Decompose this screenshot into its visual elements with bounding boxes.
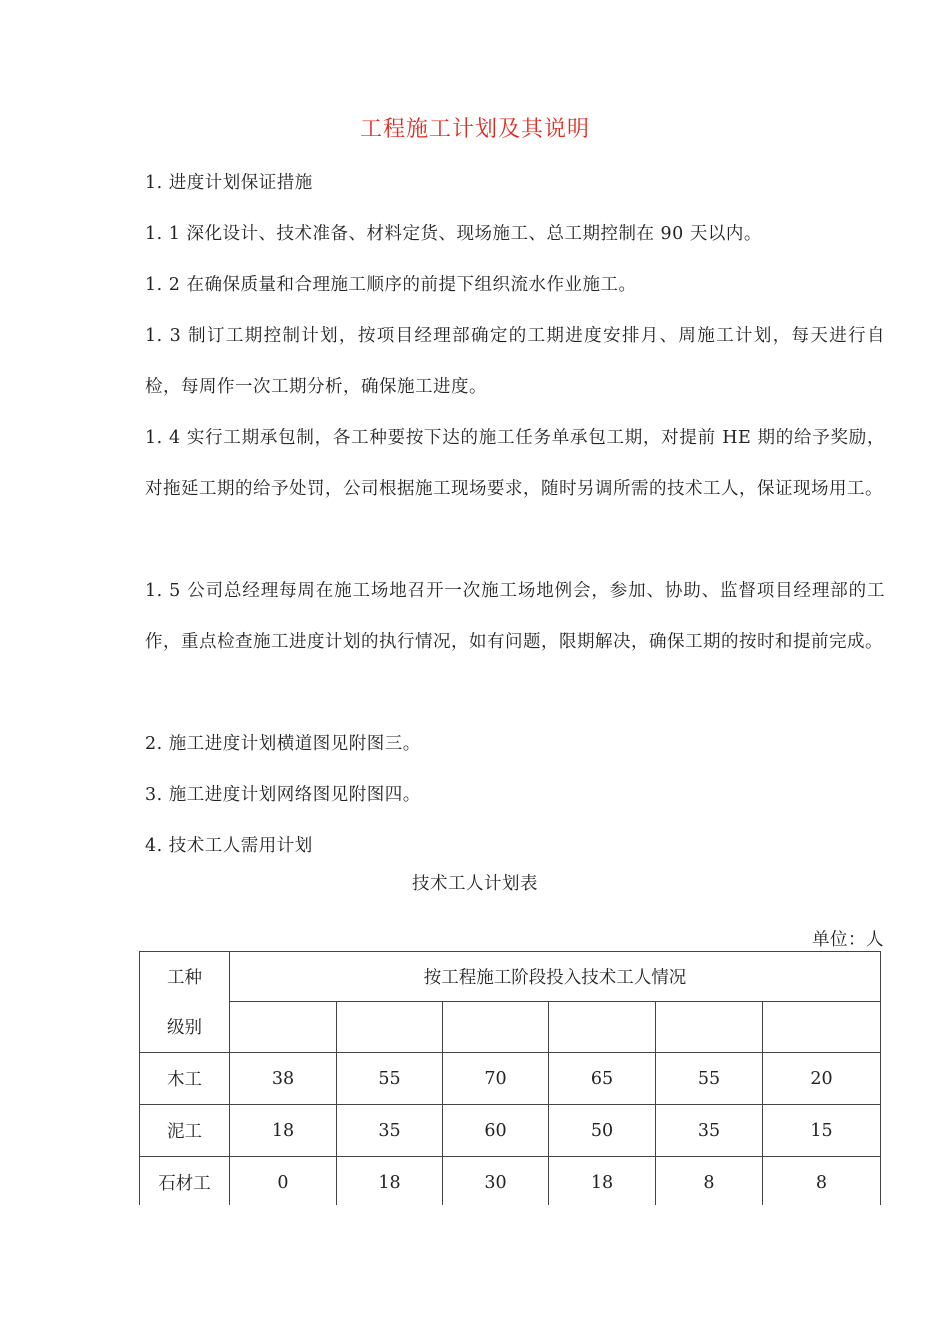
worker-plan-table <box>139 951 881 1209</box>
table-row <box>140 1053 881 1105</box>
worker-count-cell: 0 <box>230 1157 337 1209</box>
section-paragraph: 4. 技术工人需用计划 <box>145 836 313 856</box>
worker-count-cell: 18 <box>549 1157 656 1209</box>
worker-count-cell: 55 <box>656 1053 763 1105</box>
worker-count-cell: 35 <box>337 1105 443 1157</box>
stage-cell <box>443 1002 549 1053</box>
worker-count-cell: 55 <box>337 1053 443 1105</box>
worker-count-cell: 18 <box>337 1157 443 1209</box>
worker-count-cell: 35 <box>656 1105 763 1157</box>
table-header-row <box>140 952 881 1002</box>
table-subheader-row <box>140 1002 881 1053</box>
trade-header-bottom: 级别 <box>140 1002 230 1053</box>
table-row <box>140 1157 881 1209</box>
worker-count-cell: 8 <box>763 1157 881 1209</box>
section-paragraph: 1. 进度计划保证措施 <box>145 173 313 193</box>
section-paragraph: 1. 5 公司总经理每周在施工场地召开一次施工场地例会，参加、协助、监督项目经理部的工作，重点检查施工进度计划的执行情况，如有问题，限期解决，确保工期的按时和提前完成。 <box>145 581 885 652</box>
stage-cell <box>230 1002 337 1053</box>
table-title: 技术工人计划表 <box>412 874 538 894</box>
stage-header: 按工程施工阶段投入技术工人情况 <box>230 952 881 1002</box>
stage-cell <box>656 1002 763 1053</box>
worker-count-cell: 65 <box>549 1053 656 1105</box>
section-paragraph: 1. 1 深化设计、技术准备、材料定货、现场施工、总工期控制在 90 天以内。 <box>145 224 762 244</box>
worker-count-cell: 15 <box>763 1105 881 1157</box>
stage-cell <box>337 1002 443 1053</box>
trade-header-top: 工种 <box>140 952 230 1002</box>
table-row <box>140 1105 881 1157</box>
trade-name-cell: 泥工 <box>140 1105 230 1157</box>
table-body <box>140 1053 881 1209</box>
table-unit-label: 单位：人 <box>812 930 884 950</box>
section-paragraph: 2. 施工进度计划横道图见附图三。 <box>145 734 421 754</box>
worker-count-cell: 18 <box>230 1105 337 1157</box>
trade-name-cell: 木工 <box>140 1053 230 1105</box>
worker-count-cell: 20 <box>763 1053 881 1105</box>
stage-cell <box>763 1002 881 1053</box>
page-cutoff <box>138 1205 883 1225</box>
document-title: 工程施工计划及其说明 <box>359 117 590 142</box>
section-paragraph: 1. 3 制订工期控制计划，按项目经理部确定的工期进度安排月、周施工计划，每天进行自检，每周作一次工期分析，确保施工进度。 <box>145 326 885 397</box>
stage-cell <box>549 1002 656 1053</box>
section-paragraph: 1. 4 实行工期承包制，各工种要按下达的施工任务单承包工期，对提前 HE 期的给予奖励，对拖延工期的给予处罚，公司根据施工现场要求，随时另调所需的技术工人，保证现场用工。 <box>145 428 885 499</box>
worker-count-cell: 38 <box>230 1053 337 1105</box>
worker-count-cell: 8 <box>656 1157 763 1209</box>
section-paragraph: 3. 施工进度计划网络图见附图四。 <box>145 785 421 805</box>
worker-count-cell: 60 <box>443 1105 549 1157</box>
worker-count-cell: 30 <box>443 1157 549 1209</box>
worker-count-cell: 50 <box>549 1105 656 1157</box>
worker-count-cell: 70 <box>443 1053 549 1105</box>
section-paragraph: 1. 2 在确保质量和合理施工顺序的前提下组织流水作业施工。 <box>145 275 637 295</box>
trade-name-cell: 石材工 <box>140 1157 230 1209</box>
